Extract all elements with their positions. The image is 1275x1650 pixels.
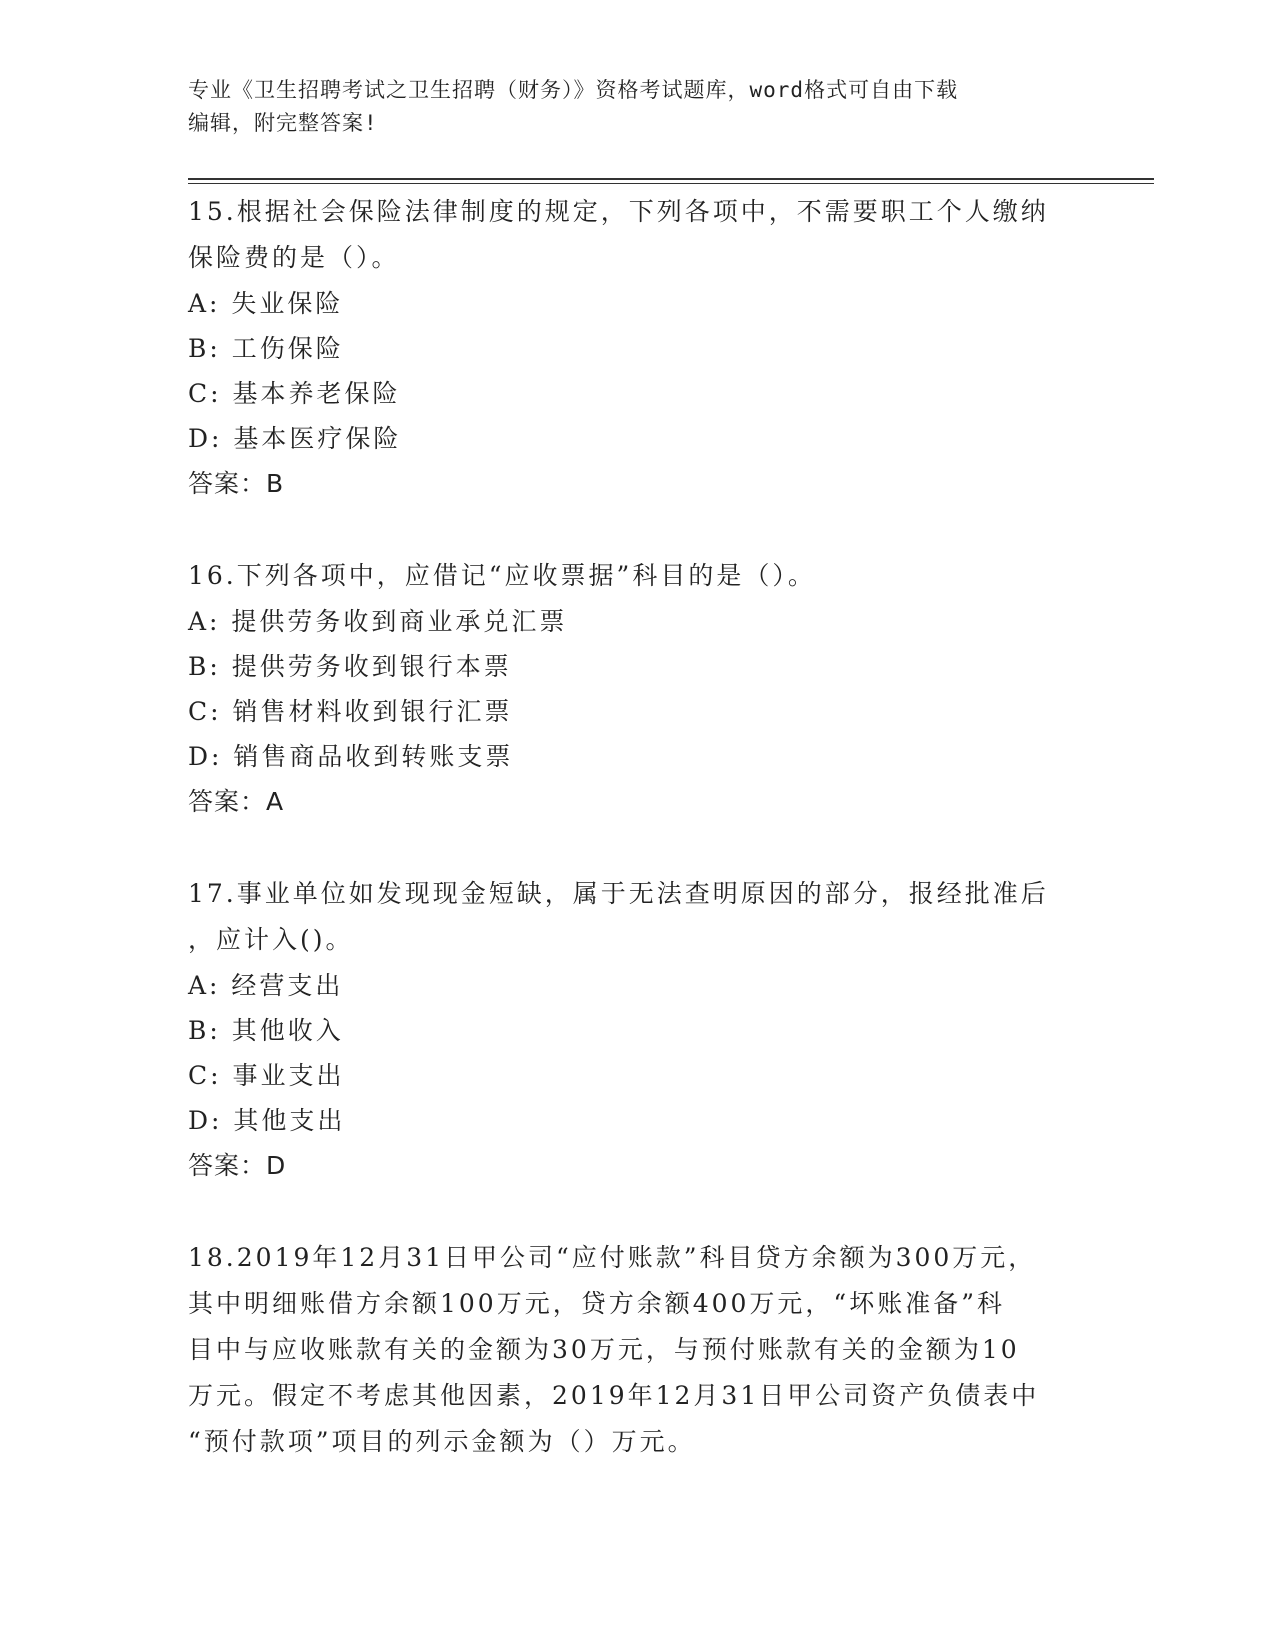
question-stem-line: 18.2019年12月31日甲公司“应付账款”科目贷方余额为300万元， bbox=[188, 1243, 1037, 1272]
question-stem-line: ，应计入()。 bbox=[188, 925, 354, 954]
header-line-2: 编辑，附完整答案! bbox=[188, 111, 378, 135]
option-a: A: 提供劳务收到商业承兑汇票 bbox=[188, 607, 568, 636]
option-b: B: 其他收入 bbox=[188, 1016, 344, 1045]
document-header bbox=[188, 74, 1068, 140]
question-16 bbox=[188, 553, 1068, 825]
option-a: A: 经营支出 bbox=[188, 971, 344, 1000]
question-list bbox=[188, 189, 1068, 1465]
question-18 bbox=[188, 1235, 1068, 1465]
header-divider-thick bbox=[188, 178, 1154, 180]
question-spacer bbox=[188, 507, 1068, 553]
question-stem-line: 15.根据社会保险法律制度的规定，下列各项中，不需要职工个人缴纳 bbox=[188, 197, 1049, 226]
question-17 bbox=[188, 871, 1068, 1189]
option-b: B: 提供劳务收到银行本票 bbox=[188, 652, 512, 681]
question-stem-line: 17.事业单位如发现现金短缺，属于无法查明原因的部分，报经批准后 bbox=[188, 879, 1049, 908]
header-divider-thin bbox=[188, 183, 1154, 184]
answer-line: 答案：B bbox=[188, 469, 285, 498]
answer-line: 答案：D bbox=[188, 1151, 287, 1180]
option-d: D: 基本医疗保险 bbox=[188, 424, 402, 453]
header-line-1: 专业《卫生招聘考试之卫生招聘（财务）》资格考试题库，word格式可自由下载 bbox=[188, 78, 959, 102]
option-a: A: 失业保险 bbox=[188, 289, 344, 318]
question-stem-line: 其中明细账借方余额100万元，贷方余额400万元，“坏账准备”科 bbox=[188, 1289, 1005, 1318]
question-spacer bbox=[188, 825, 1068, 871]
option-d: D: 其他支出 bbox=[188, 1106, 346, 1135]
question-15 bbox=[188, 189, 1068, 507]
option-b: B: 工伤保险 bbox=[188, 334, 344, 363]
question-stem-line: 16.下列各项中，应借记“应收票据”科目的是（）。 bbox=[188, 561, 816, 590]
answer-line: 答案：A bbox=[188, 787, 285, 816]
option-c: C: 事业支出 bbox=[188, 1061, 345, 1090]
option-c: C: 基本养老保险 bbox=[188, 379, 401, 408]
option-c: C: 销售材料收到银行汇票 bbox=[188, 697, 513, 726]
question-stem-line: “预付款项”项目的列示金额为（）万元。 bbox=[188, 1427, 696, 1456]
question-spacer bbox=[188, 1189, 1068, 1235]
option-d: D: 销售商品收到转账支票 bbox=[188, 742, 514, 771]
question-stem-line: 目中与应收账款有关的金额为30万元，与预付账款有关的金额为10 bbox=[188, 1335, 1020, 1364]
question-stem-line: 保险费的是（）。 bbox=[188, 243, 400, 272]
question-stem-line: 万元。假定不考虑其他因素，2019年12月31日甲公司资产负债表中 bbox=[188, 1381, 1040, 1410]
